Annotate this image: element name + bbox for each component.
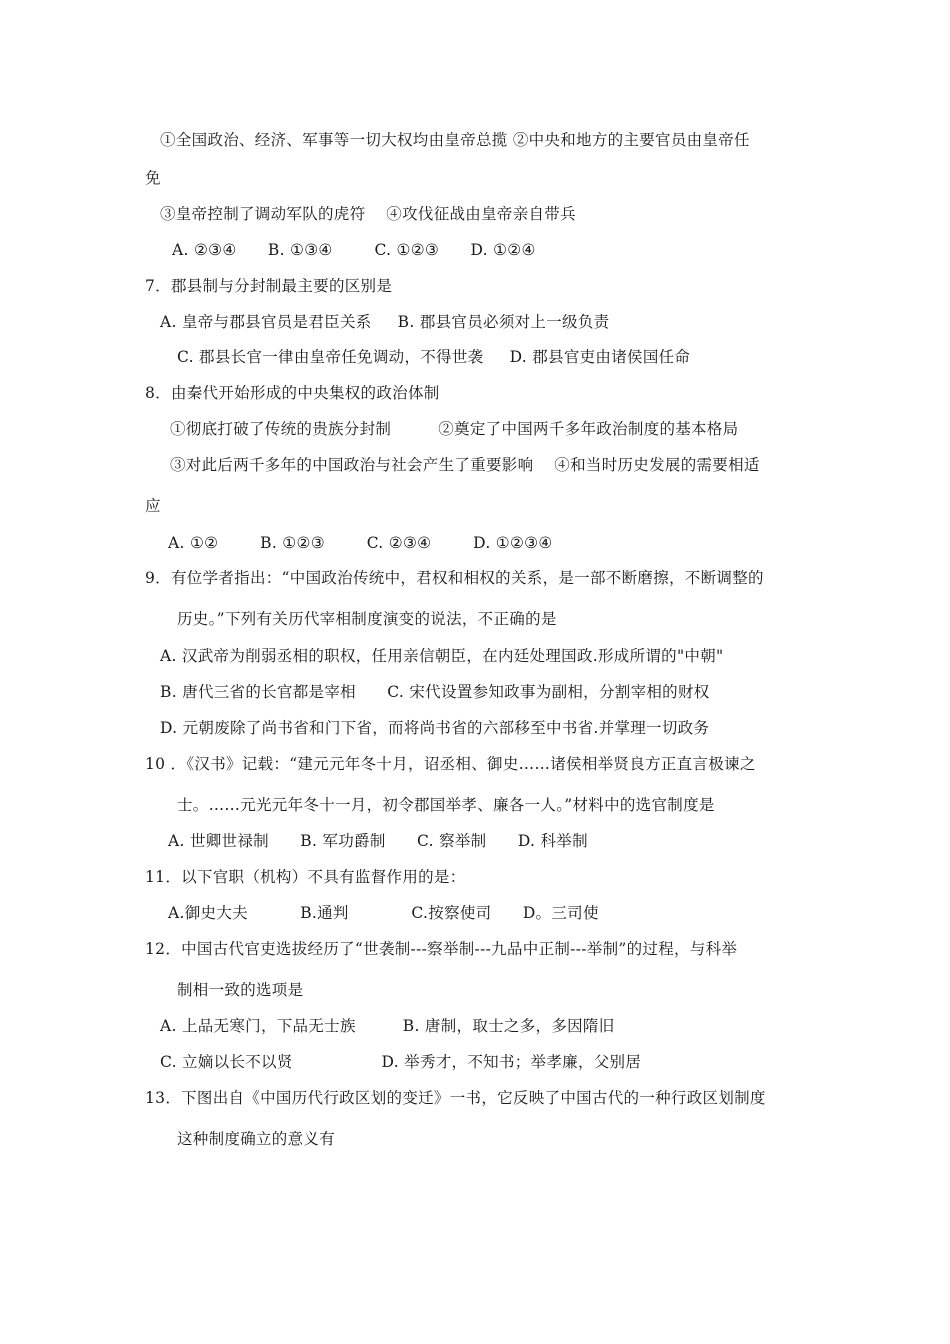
q10-stem: 10 ．《汉书》记载：“建元元年冬十月，诏丞相、御史……诸侯相举贤良方正直言极谏之 (145, 755, 756, 773)
q8-statement-3-4: ③对此后两千多年的中国政治与社会产生了重要影响 ④和当时历史发展的需要相适 (170, 456, 760, 474)
q8-options: A. ①② B. ①②③ C. ②③④ D. ①②③④ (168, 534, 553, 552)
q9-stem: 9．有位学者指出：“中国政治传统中，君权和相权的关系，是一部不断磨擦，不断调整的 (145, 569, 764, 587)
q12-stem-cont: 制相一致的选项是 (177, 981, 304, 999)
q12-options-cd: C. 立嫡以长不以贤 D. 举秀才，不知书；举孝廉，父别居 (160, 1053, 642, 1071)
q9-options-bc: B. 唐代三省的长官都是宰相 C. 宋代设置参知政事为副相，分割宰相的财权 (160, 683, 710, 701)
q8-stem: 8．由秦代开始形成的中央集权的政治体制 (145, 384, 440, 402)
q6-statement-1-2: ①全国政治、经济、军事等一切大权均由皇帝总揽 ②中央和地方的主要官员由皇帝任 (160, 131, 750, 149)
q9-option-d: D. 元朝废除了尚书省和门下省，而将尚书省的六部移至中书省.并掌理一切政务 (160, 719, 710, 737)
q10-options: A. 世卿世禄制 B. 军功爵制 C. 察举制 D. 科举制 (168, 832, 588, 850)
q11-options: A.御史大夫 B.通判 C.按察使司 D。三司使 (168, 904, 599, 922)
q9-option-a: A. 汉武帝为削弱丞相的职权，任用亲信朝臣，在内廷处理国政.形成所谓的"中朝" (160, 647, 724, 665)
q10-stem-cont: 士。……元光元年冬十一月，初令郡国举孝、廉各一人。”材料中的选官制度是 (177, 796, 715, 814)
q7-options-cd: C. 郡县长官一律由皇帝任免调动，不得世袭 D. 郡县官吏由诸侯国任命 (177, 348, 691, 366)
q12-options-ab: A. 上品无寒门，下品无士族 B. 唐制，取士之多，多因隋旧 (160, 1017, 615, 1035)
q7-stem: 7．郡县制与分封制最主要的区别是 (145, 277, 393, 295)
q12-stem: 12．中国古代官吏选拔经历了“世袭制---察举制---九品中正制---举制”的过程，与科举 (145, 940, 738, 958)
q9-stem-cont: 历史。”下列有关历代宰相制度演变的说法，不正确的是 (177, 610, 557, 628)
q13-stem: 13．下图出自《中国历代行政区划的变迁》一书，它反映了中国古代的一种行政区划制度 (145, 1089, 766, 1107)
q8-statement-1-2: ①彻底打破了传统的贵族分封制 ②奠定了中国两千多年政治制度的基本格局 (170, 420, 739, 438)
q8-statement-wrap: 应 (145, 497, 161, 515)
q6-options: A. ②③④ B. ①③④ C. ①②③ D. ①②④ (172, 241, 536, 259)
q13-stem-cont: 这种制度确立的意义有 (177, 1130, 336, 1148)
q6-statement-wrap: 免 (145, 169, 161, 187)
q6-statement-3-4: ③皇帝控制了调动军队的虎符 ④攻伐征战由皇帝亲自带兵 (160, 205, 576, 223)
q7-options-ab: A. 皇帝与郡县官员是君臣关系 B. 郡县官员必须对上一级负责 (160, 313, 610, 331)
q11-stem: 11．以下官职（机构）不具有监督作用的是： (145, 868, 466, 886)
